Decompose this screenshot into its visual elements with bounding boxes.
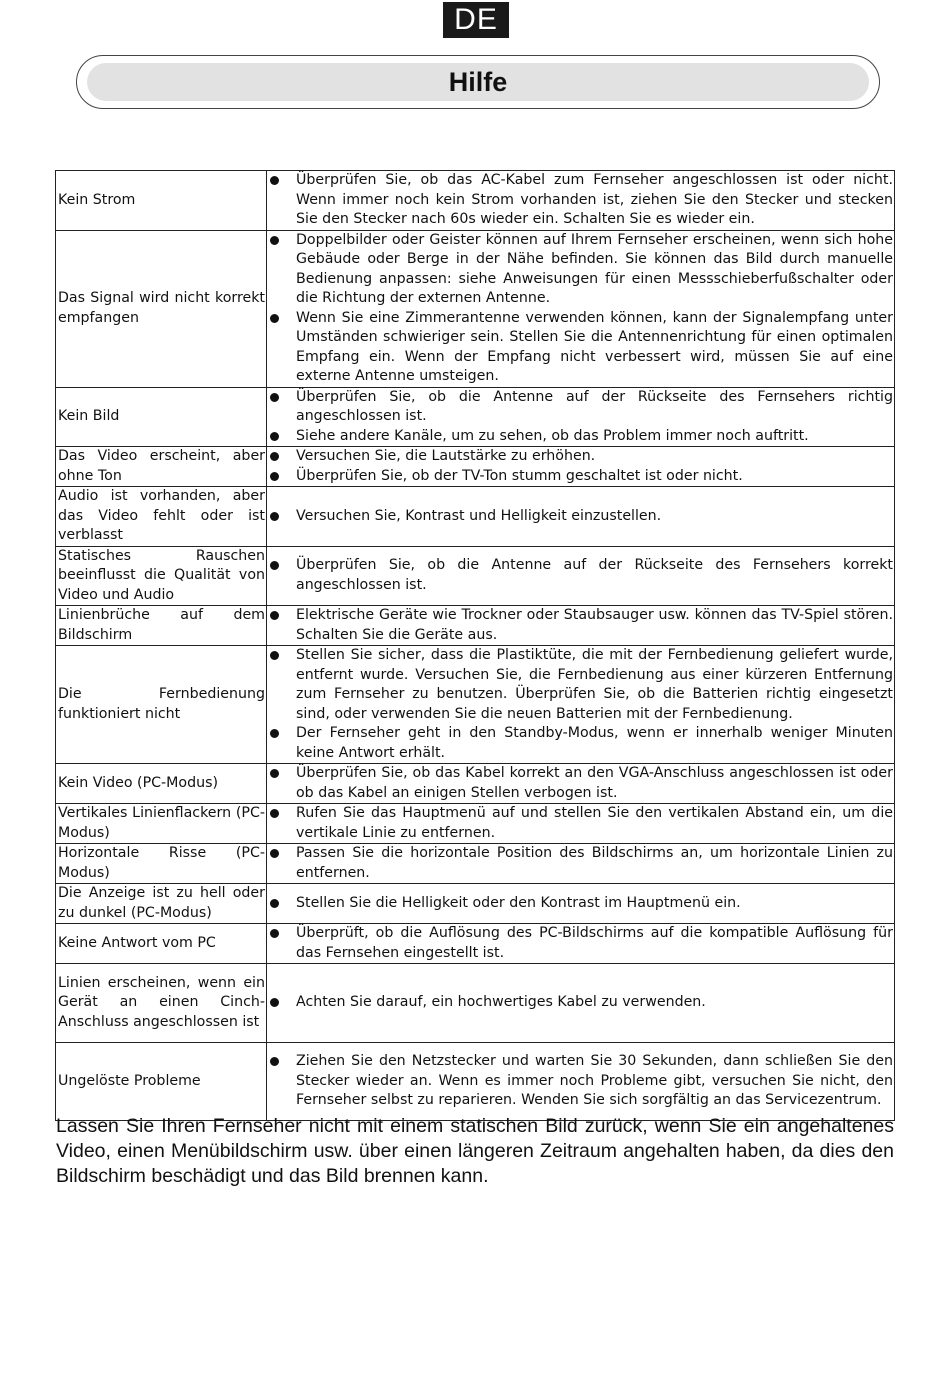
- solution-item: Rufen Sie das Hauptmenü auf und stellen Sie den vertikalen Abstand ein, um die vertikale Linie zu entfernen.: [267, 804, 893, 843]
- solution-item: Überprüfen Sie, ob die Antenne auf der Rückseite des Fernsehers korrekt angeschlossen ist.: [267, 556, 893, 595]
- solution-item: Überprüft, ob die Auflösung des PC-Bildschirms auf die kompatible Auflösung für das Fernsehen eingestellt ist.: [267, 924, 893, 963]
- solution-list: [267, 1052, 893, 1111]
- solution-cell: [267, 447, 895, 487]
- table-row: [56, 171, 895, 231]
- solution-item: Siehe andere Kanäle, um zu sehen, ob das Problem immer noch auftritt.: [267, 427, 893, 447]
- table-row: [56, 884, 895, 924]
- solution-item: Stellen Sie die Helligkeit oder den Kontrast im Hauptmenü ein.: [267, 894, 893, 914]
- solution-list: [267, 804, 893, 843]
- solution-list: [267, 993, 893, 1013]
- problem-cell: Audio ist vorhanden, aber das Video fehlt oder ist verblasst: [56, 487, 267, 547]
- solution-cell: [267, 964, 895, 1043]
- solution-item: Überprüfen Sie, ob das AC-Kabel zum Fernseher angeschlossen ist oder nicht. Wenn immer noch kein Strom vorhanden ist, ziehen Sie den Stecker und stecken Sie den Stecker nach 60s wieder ein. Schalten Sie es wieder ein.: [267, 171, 893, 230]
- solution-list: [267, 171, 893, 230]
- solution-item: Doppelbilder oder Geister können auf Ihrem Fernseher erscheinen, wenn sich hohe Gebäude oder Berge in der Nähe befinden. Sie können das Bild durch manuelle Bedienung anpassen: siehe Anweisungen für einen Messschieberfußschalter oder die Richtung der externen Antenne.: [267, 231, 893, 309]
- troubleshooting-table: [55, 170, 895, 1121]
- solution-item: Überprüfen Sie, ob das Kabel korrekt an den VGA-Anschluss angeschlossen ist oder ob das Kabel an einigen Stellen verbogen ist.: [267, 764, 893, 803]
- solution-cell: [267, 606, 895, 646]
- table-row: [56, 1043, 895, 1121]
- table-row: [56, 844, 895, 884]
- table-row: [56, 387, 895, 447]
- solution-list: [267, 447, 893, 486]
- problem-cell: Die Anzeige ist zu hell oder zu dunkel (PC-Modus): [56, 884, 267, 924]
- problem-cell: Horizontale Risse (PC-Modus): [56, 844, 267, 884]
- solution-cell: [267, 884, 895, 924]
- problem-cell: Ungelöste Probleme: [56, 1043, 267, 1121]
- table-row: [56, 487, 895, 547]
- solution-list: [267, 646, 893, 763]
- table-row: [56, 924, 895, 964]
- solution-item: Passen Sie die horizontale Position des Bildschirms an, um horizontale Linien zu entfernen.: [267, 844, 893, 883]
- problem-cell: Das Video erscheint, aber ohne Ton: [56, 447, 267, 487]
- solution-cell: [267, 924, 895, 964]
- table-row: [56, 804, 895, 844]
- table-row: [56, 546, 895, 606]
- solution-cell: [267, 171, 895, 231]
- table-row: [56, 230, 895, 387]
- solution-cell: [267, 764, 895, 804]
- footer-note: Lassen Sie Ihren Fernseher nicht mit einem statischen Bild zurück, wenn Sie ein angehaltenes Video, einen Menübildschirm usw. über einen längeren Zeitraum angehalten haben, da dies den Bildschirm beschädigt und das Bild brennen kann.: [56, 1115, 894, 1187]
- table-row: [56, 646, 895, 764]
- solution-cell: [267, 487, 895, 547]
- solution-item: Ziehen Sie den Netzstecker und warten Sie 30 Sekunden, dann schließen Sie den Stecker wieder an. Wenn es immer noch Probleme gibt, versuchen Sie nicht, den Fernseher selbst zu reparieren. Wenden Sie sich sorgfältig an das Servicezentrum.: [267, 1052, 893, 1111]
- table-row: [56, 447, 895, 487]
- solution-list: [267, 924, 893, 963]
- solution-list: [267, 231, 893, 387]
- solution-cell: [267, 230, 895, 387]
- solution-item: Wenn Sie eine Zimmerantenne verwenden können, kann der Signalempfang unter Umständen schwieriger sein. Stellen Sie die Antennenrichtung für einen optimalen Empfang ein. Wenn der Empfang nicht verbessert wird, müssen Sie auf eine externe Antenne umsteigen.: [267, 309, 893, 387]
- solution-list: [267, 844, 893, 883]
- table-row: [56, 764, 895, 804]
- solution-item: Überprüfen Sie, ob die Antenne auf der Rückseite des Fernsehers richtig angeschlossen ist.: [267, 388, 893, 427]
- table-row: [56, 606, 895, 646]
- language-badge: DE: [443, 2, 509, 38]
- solution-list: [267, 507, 893, 527]
- solution-cell: [267, 546, 895, 606]
- solution-cell: [267, 387, 895, 447]
- solution-item: Versuchen Sie, die Lautstärke zu erhöhen.: [267, 447, 893, 467]
- problem-cell: Vertikales Linienflackern (PC-Modus): [56, 804, 267, 844]
- problem-cell: Keine Antwort vom PC: [56, 924, 267, 964]
- solution-item: Stellen Sie sicher, dass die Plastiktüte, die mit der Fernbedienung geliefert wurde, entfernt wurde. Versuchen Sie, die Fernbedienung aus einer kürzeren Entfernung zum Fernseher zu benutzen. Überprüfen Sie, ob die Batterien richtig eingesetzt sind, oder verwenden Sie die neuen Batterien mit der Fernbedienung.: [267, 646, 893, 724]
- solution-item: Versuchen Sie, Kontrast und Helligkeit einzustellen.: [267, 507, 893, 527]
- solution-list: [267, 764, 893, 803]
- solution-list: [267, 606, 893, 645]
- problem-cell: Linienbrüche auf dem Bildschirm: [56, 606, 267, 646]
- solution-cell: [267, 1043, 895, 1121]
- table-row: [56, 964, 895, 1043]
- problem-cell: Statisches Rauschen beeinflusst die Qualität von Video und Audio: [56, 546, 267, 606]
- problem-cell: Kein Bild: [56, 387, 267, 447]
- troubleshooting-table-body: [56, 171, 895, 1121]
- solution-list: [267, 894, 893, 914]
- problem-cell: Linien erscheinen, wenn ein Gerät an einen Cinch-Anschluss angeschlossen ist: [56, 964, 267, 1043]
- solution-item: Achten Sie darauf, ein hochwertiges Kabel zu verwenden.: [267, 993, 893, 1013]
- page-title: Hilfe: [448, 67, 508, 97]
- solution-cell: [267, 844, 895, 884]
- solution-list: [267, 556, 893, 595]
- problem-cell: Die Fernbedienung funktioniert nicht: [56, 646, 267, 764]
- solution-list: [267, 388, 893, 447]
- solution-item: Elektrische Geräte wie Trockner oder Staubsauger usw. können das TV-Spiel stören. Schalten Sie die Geräte aus.: [267, 606, 893, 645]
- solution-cell: [267, 646, 895, 764]
- solution-item: Der Fernseher geht in den Standby-Modus, wenn er innerhalb weniger Minuten keine Antwort erhält.: [267, 724, 893, 763]
- solution-item: Überprüfen Sie, ob der TV-Ton stumm geschaltet ist oder nicht.: [267, 467, 893, 487]
- problem-cell: Kein Strom: [56, 171, 267, 231]
- problem-cell: Kein Video (PC-Modus): [56, 764, 267, 804]
- problem-cell: Das Signal wird nicht korrekt empfangen: [56, 230, 267, 387]
- solution-cell: [267, 804, 895, 844]
